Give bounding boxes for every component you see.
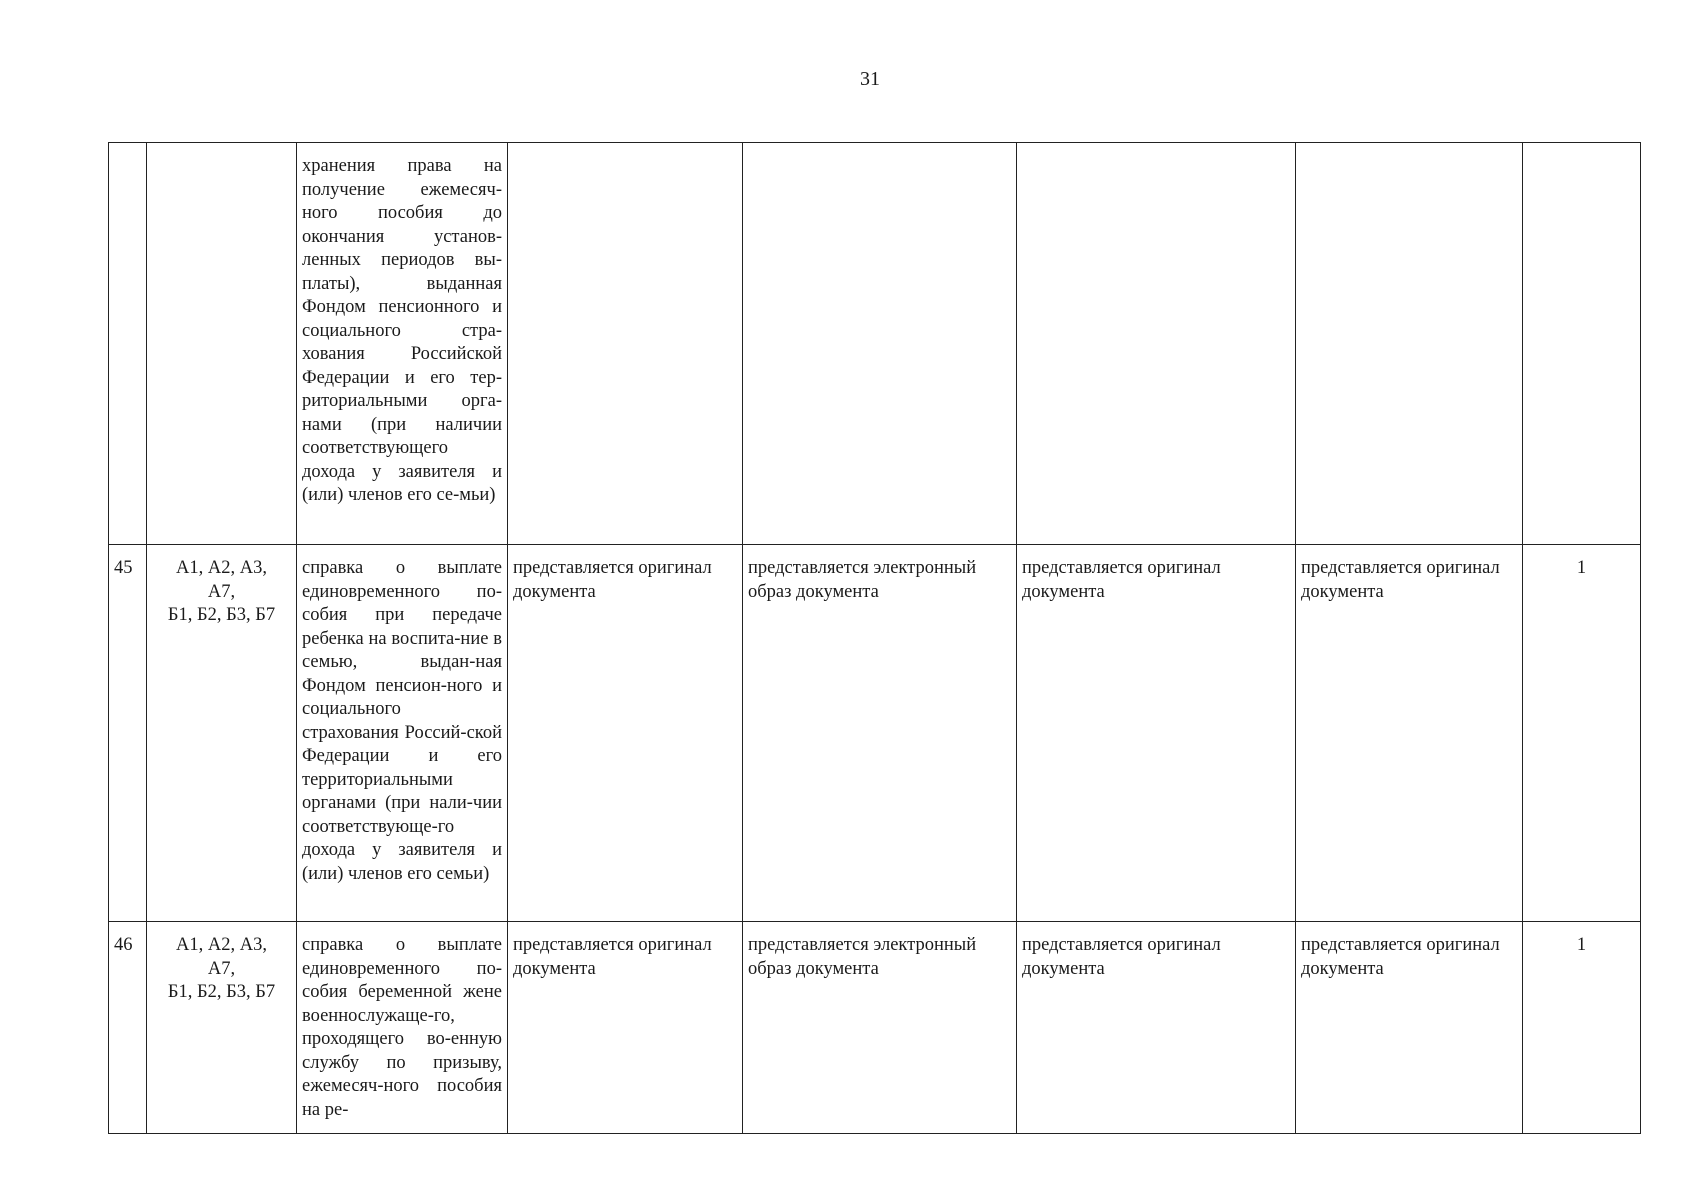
submission-method-cell: представляется оригинал документа (1017, 922, 1296, 1134)
submission-method-cell (1017, 143, 1296, 545)
submission-method-cell (508, 143, 743, 545)
row-number-cell: 45 (109, 545, 147, 922)
table-row (109, 143, 1641, 545)
electronic-submission-cell: представляется электронный образ документа (743, 545, 1017, 922)
submission-method-cell (1296, 143, 1523, 545)
table-row (109, 545, 1641, 922)
category-codes: А1, А2, А3, А7, Б1, Б2, Б3, Б7 (167, 558, 276, 625)
submission-method-cell: представляется оригинал документа (1296, 545, 1523, 922)
row-number-cell: 46 (109, 922, 147, 1134)
quantity-cell (1523, 143, 1641, 545)
page-number: 31 (860, 68, 880, 90)
category-codes-cell (147, 545, 297, 922)
document-description-cell (297, 545, 508, 922)
quantity-cell: 1 (1523, 922, 1641, 1134)
quantity-cell: 1 (1523, 545, 1641, 922)
submission-method-cell: представляется оригинал документа (508, 922, 743, 1134)
electronic-submission-cell (743, 143, 1017, 545)
submission-method-cell: представляется оригинал документа (1017, 545, 1296, 922)
document-description: хранения права на получение ежемесяч-ного пособия до окончания установ-ленных периодов вы-платы), выданная Фондом пенсионного и социального стра-хования Российской Федерации и его тер-риториальными орга-нами (при наличии соответствующего дохода у заявителя и (или) членов его се-мьи) (302, 156, 502, 505)
document-description: справка о выплате единовременного по-собия беременной жене военнослужаще-го, проходящего во-енную службу по призыву, ежемесяч-ного пособия на ре- (302, 935, 502, 1120)
table-row (109, 922, 1641, 1134)
document-description-cell (297, 143, 508, 545)
submission-method-cell: представляется оригинал документа (1296, 922, 1523, 1134)
category-codes: А1, А2, А3, А7, Б1, Б2, Б3, Б7 (167, 935, 276, 1002)
submission-method-cell: представляется оригинал документа (508, 545, 743, 922)
electronic-submission-cell: представляется электронный образ документа (743, 922, 1017, 1134)
category-codes-cell (147, 143, 297, 545)
category-codes-cell (147, 922, 297, 1134)
row-number-cell (109, 143, 147, 545)
document-description: справка о выплате единовременного по-собия при передаче ребенка на воспита-ние в семью, выдан-ная Фондом пенсион-ного и социального страхования Россий-ской Федерации и его территориальными органами (при нали-чии соответствующе-го дохода у заявителя и (или) членов его семьи) (302, 558, 502, 884)
documents-table (108, 142, 1641, 1134)
document-description-cell (297, 922, 508, 1134)
